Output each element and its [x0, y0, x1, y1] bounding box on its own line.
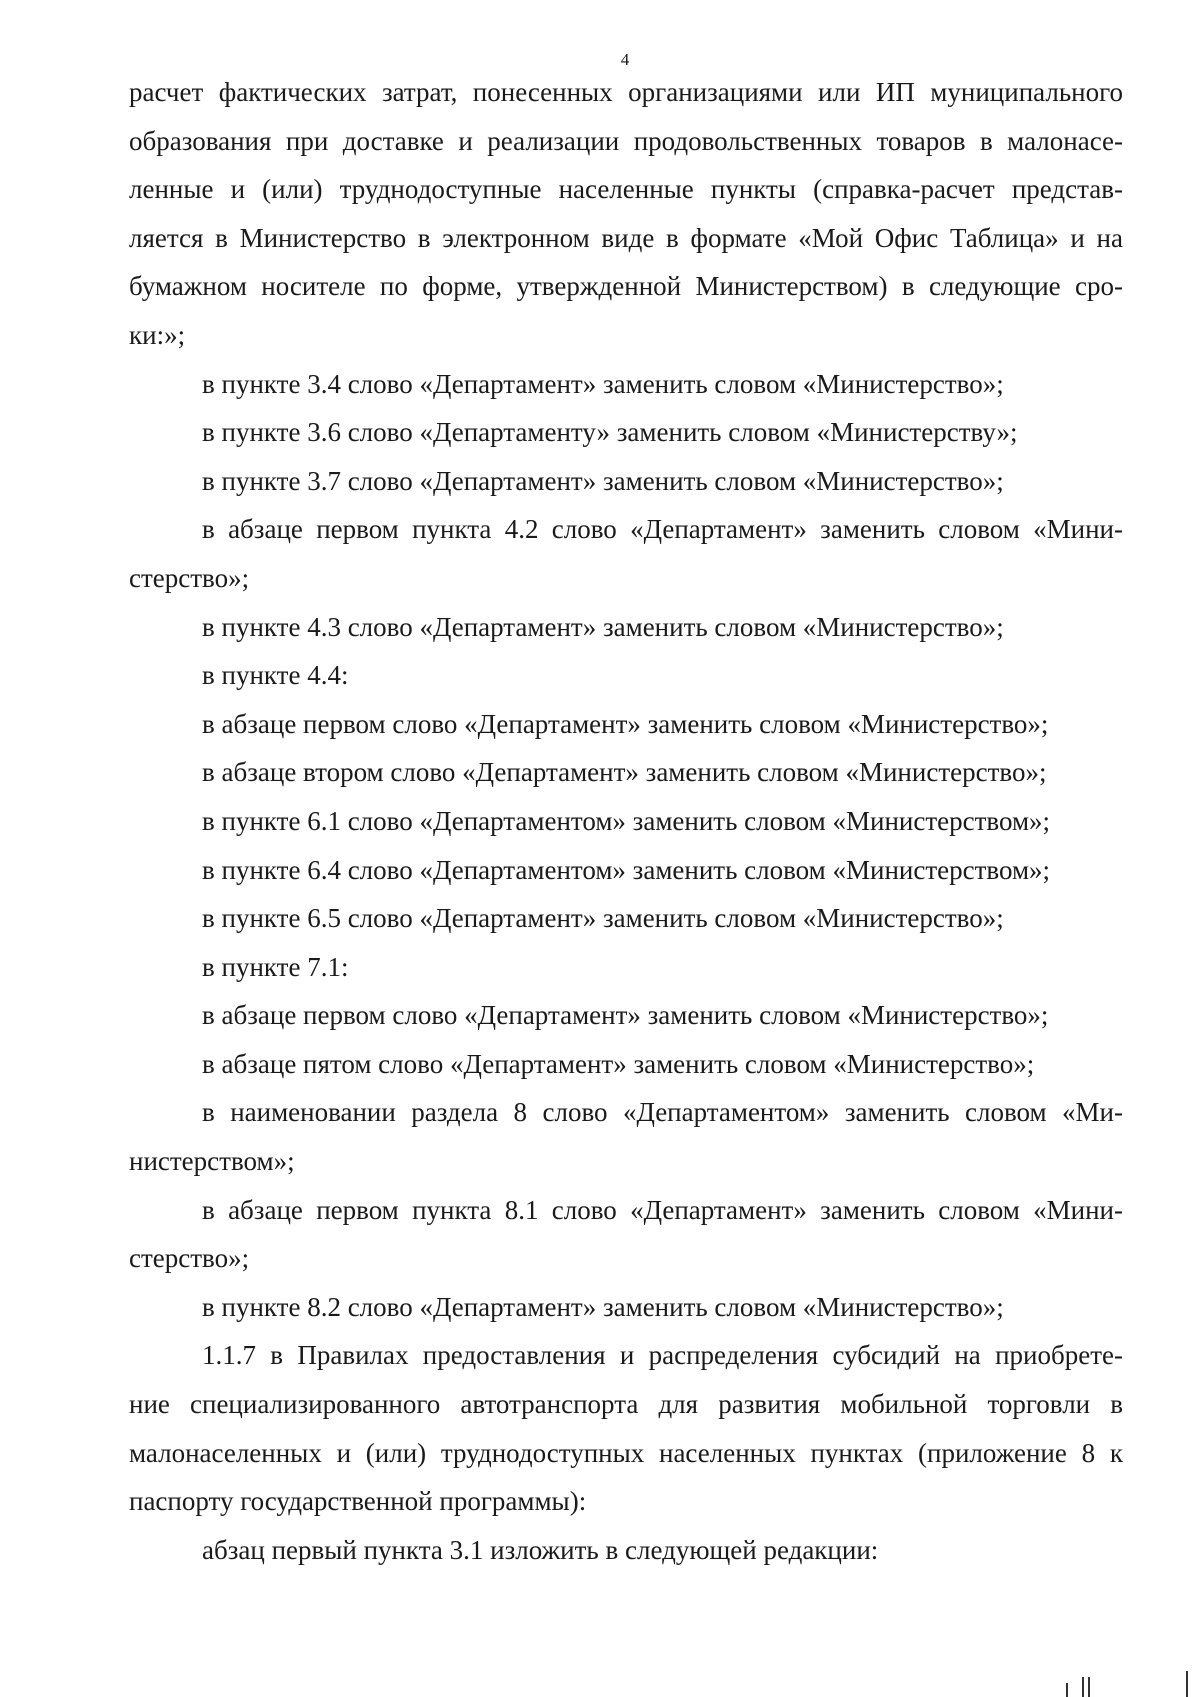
text-line: образования при доставке и реализации продовольственных товаров в малонасе-: [129, 125, 1123, 156]
body-text: [129, 68, 1123, 1574]
text-line: в пункте 6.1 слово «Департаментом» заменить словом «Министерством»;: [202, 805, 1051, 836]
text-line: ляется в Министерство в электронном виде в формате «Мой Офис Таблица» и на: [129, 222, 1123, 253]
text-line: в пункте 6.5 слово «Департамент» заменить словом «Министерство»;: [202, 903, 1004, 934]
page-number: 4: [620, 50, 630, 69]
text-line: бумажном носителе по форме, утвержденной Министерством) в следующие сро-: [129, 271, 1123, 302]
scan-edge-mark: [1088, 1677, 1090, 1697]
text-line: в пункте 3.7 слово «Департамент» заменить словом «Министерство»;: [202, 465, 1004, 496]
text-line: в абзаце первом пункта 4.2 слово «Департамент» заменить словом «Мини-: [202, 514, 1123, 545]
text-line: ние специализированного автотранспорта для развития мобильной торговли в: [129, 1389, 1123, 1420]
text-line: в абзаце втором слово «Департамент» заменить словом «Министерство»;: [202, 757, 1047, 788]
text-line: в наименовании раздела 8 слово «Департаментом» заменить словом «Ми-: [202, 1097, 1123, 1128]
text-line: паспорту государственной программы):: [129, 1486, 587, 1517]
text-line: нистерством»;: [129, 1146, 295, 1177]
text-line: абзац первый пункта 3.1 изложить в следующей редакции:: [202, 1534, 879, 1565]
text-line: в пункте 7.1:: [202, 951, 349, 982]
text-line: в пункте 4.3 слово «Департамент» заменить словом «Министерство»;: [202, 611, 1004, 642]
text-line: стерство»;: [129, 1243, 250, 1274]
text-line: в абзаце первом слово «Департамент» заменить словом «Министерство»;: [202, 1000, 1049, 1031]
text-line: ки:»;: [129, 319, 186, 350]
text-line: в пункте 3.6 слово «Департаменту» заменить словом «Министерству»;: [202, 417, 1018, 448]
text-line: в абзаце пятом слово «Департамент» заменить словом «Министерство»;: [202, 1048, 1035, 1079]
text-line: в пункте 6.4 слово «Департаментом» заменить словом «Министерством»;: [202, 854, 1051, 885]
text-line: в пункте 4.4:: [202, 660, 349, 691]
text-line: расчет фактических затрат, понесенных организациями или ИП муниципального: [129, 77, 1123, 107]
text-line: в абзаце первом слово «Департамент» заменить словом «Министерство»;: [202, 708, 1049, 739]
scan-edge-mark: [1066, 1683, 1068, 1697]
scan-edge-mark: [1186, 1671, 1188, 1697]
text-line: малонаселенных и (или) труднодоступных населенных пунктах (приложение 8 к: [129, 1437, 1123, 1468]
text-line: ленные и (или) труднодоступные населенные пункты (справка-расчет представ-: [129, 174, 1123, 205]
text-line: в абзаце первом пункта 8.1 слово «Департамент» заменить словом «Мини-: [202, 1194, 1123, 1225]
text-line: стерство»;: [129, 562, 250, 593]
scan-edge-mark: [1082, 1677, 1084, 1697]
text-line: в пункте 3.4 слово «Департамент» заменить словом «Министерство»;: [202, 368, 1004, 399]
text-line: 1.1.7 в Правилах предоставления и распределения субсидий на приобрете-: [202, 1340, 1123, 1371]
text-line: в пункте 8.2 слово «Департамент» заменить словом «Министерство»;: [202, 1291, 1004, 1322]
